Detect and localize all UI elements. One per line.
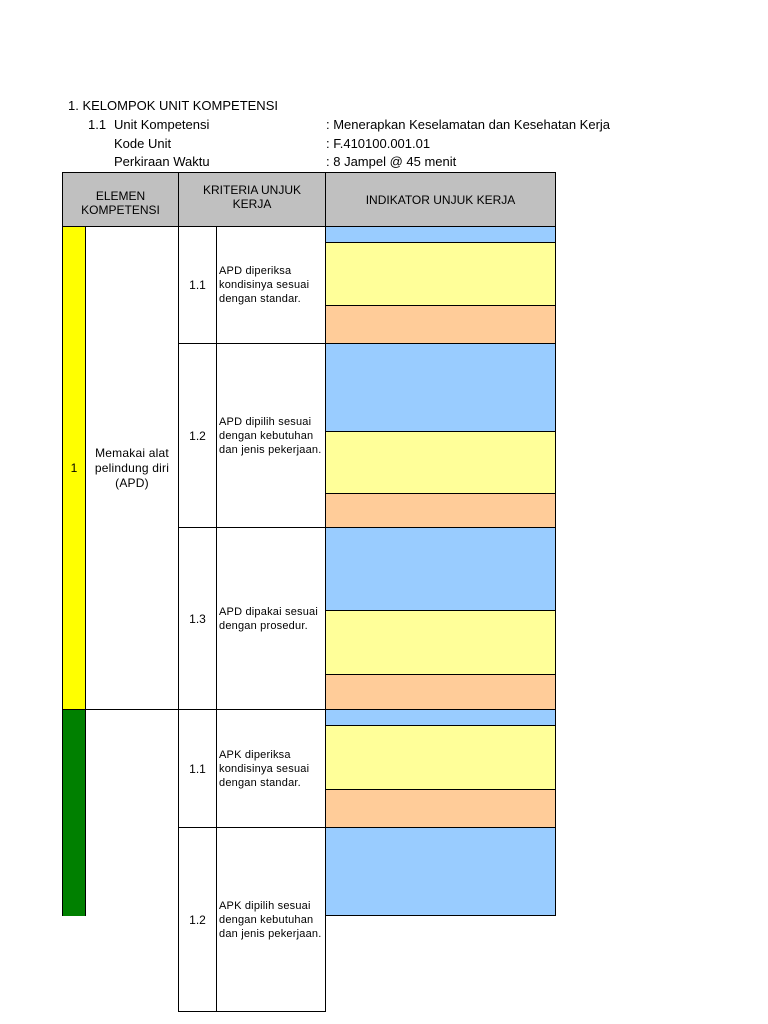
kriteria-text: APD dipakai sesuai dengan prosedur. <box>219 605 318 632</box>
kriteria-number: 1.1 <box>189 278 206 292</box>
kriteria-text: APK dipilih sesuai dengan kebutuhan dan jenis pekerjaan. <box>219 899 322 940</box>
elemen-number: 1 <box>70 461 78 475</box>
code-label: Kode Unit <box>114 136 172 151</box>
kriteria-number: 1.1 <box>189 761 206 776</box>
unit-number: 1.1 <box>88 117 107 132</box>
indikator-cell-peach <box>325 493 556 528</box>
kriteria-text-cell <box>216 709 326 828</box>
elemen-name: Memakai alat pelindung diri (APD) <box>94 445 170 490</box>
header-elemen-kompetensi <box>62 172 179 227</box>
kriteria-text: APD dipilih sesuai dengan kebutuhan dan jenis pekerjaan. <box>219 415 322 456</box>
elemen-2-name-cell <box>85 709 179 916</box>
header-kriteria-label: KRITERIA UNJUK KERJA <box>202 183 301 211</box>
indikator-cell-yellow <box>325 610 556 675</box>
kriteria-text-cell <box>216 527 326 710</box>
time-value: : 8 Jampel @ 45 menit <box>326 154 457 169</box>
clipped-row-container <box>178 827 556 940</box>
kriteria-number: 1.3 <box>189 611 206 626</box>
kriteria-number: 1.2 <box>189 912 206 927</box>
header-indikator-unjuk-kerja <box>325 172 556 227</box>
header-indikator-label: INDIKATOR UNJUK KERJA <box>365 192 516 207</box>
header-kriteria-unjuk-kerja <box>178 172 326 227</box>
kriteria-num-cell <box>178 709 217 828</box>
time-label: Perkiraan Waktu <box>114 154 210 169</box>
kriteria-text-cell <box>216 226 326 344</box>
indikator-cell-peach <box>325 674 556 710</box>
indikator-cell-blue <box>325 226 556 243</box>
code-value: : F.410100.001.01 <box>326 136 431 151</box>
elemen-1-number-cell <box>62 226 86 710</box>
indikator-cell-yellow <box>325 431 556 494</box>
kriteria-num-cell <box>178 343 217 528</box>
kriteria-text-cell <box>216 827 326 1012</box>
indikator-cell-blue <box>325 827 556 916</box>
kriteria-num-cell <box>178 827 217 1012</box>
kriteria-num-cell <box>178 527 217 710</box>
kriteria-text: APD diperiksa kondisinya sesuai dengan standar. <box>219 265 310 305</box>
indikator-cell-blue <box>325 527 556 611</box>
unit-value: : Menerapkan Keselamatan dan Kesehatan Kerja <box>326 117 611 132</box>
elemen-1-name-cell <box>85 226 179 710</box>
indikator-cell-yellow <box>325 242 556 306</box>
indikator-cell-blue <box>325 343 556 432</box>
kriteria-number: 1.2 <box>189 428 206 443</box>
header-elemen-label: ELEMEN KOMPETENSI <box>81 188 160 217</box>
indikator-cell-yellow <box>325 725 556 790</box>
unit-label: Unit Kompetensi <box>114 117 210 132</box>
kriteria-text-cell <box>216 343 326 528</box>
indikator-cell-peach <box>325 305 556 344</box>
indikator-cell-peach <box>325 789 556 828</box>
kriteria-text: APK diperiksa kondisinya sesuai dengan standar. <box>219 748 310 789</box>
indikator-cell-blue <box>325 709 556 726</box>
group-title: 1. KELOMPOK UNIT KOMPETENSI <box>68 98 278 113</box>
elemen-2-number-cell <box>62 709 86 916</box>
kriteria-num-cell <box>178 226 217 344</box>
